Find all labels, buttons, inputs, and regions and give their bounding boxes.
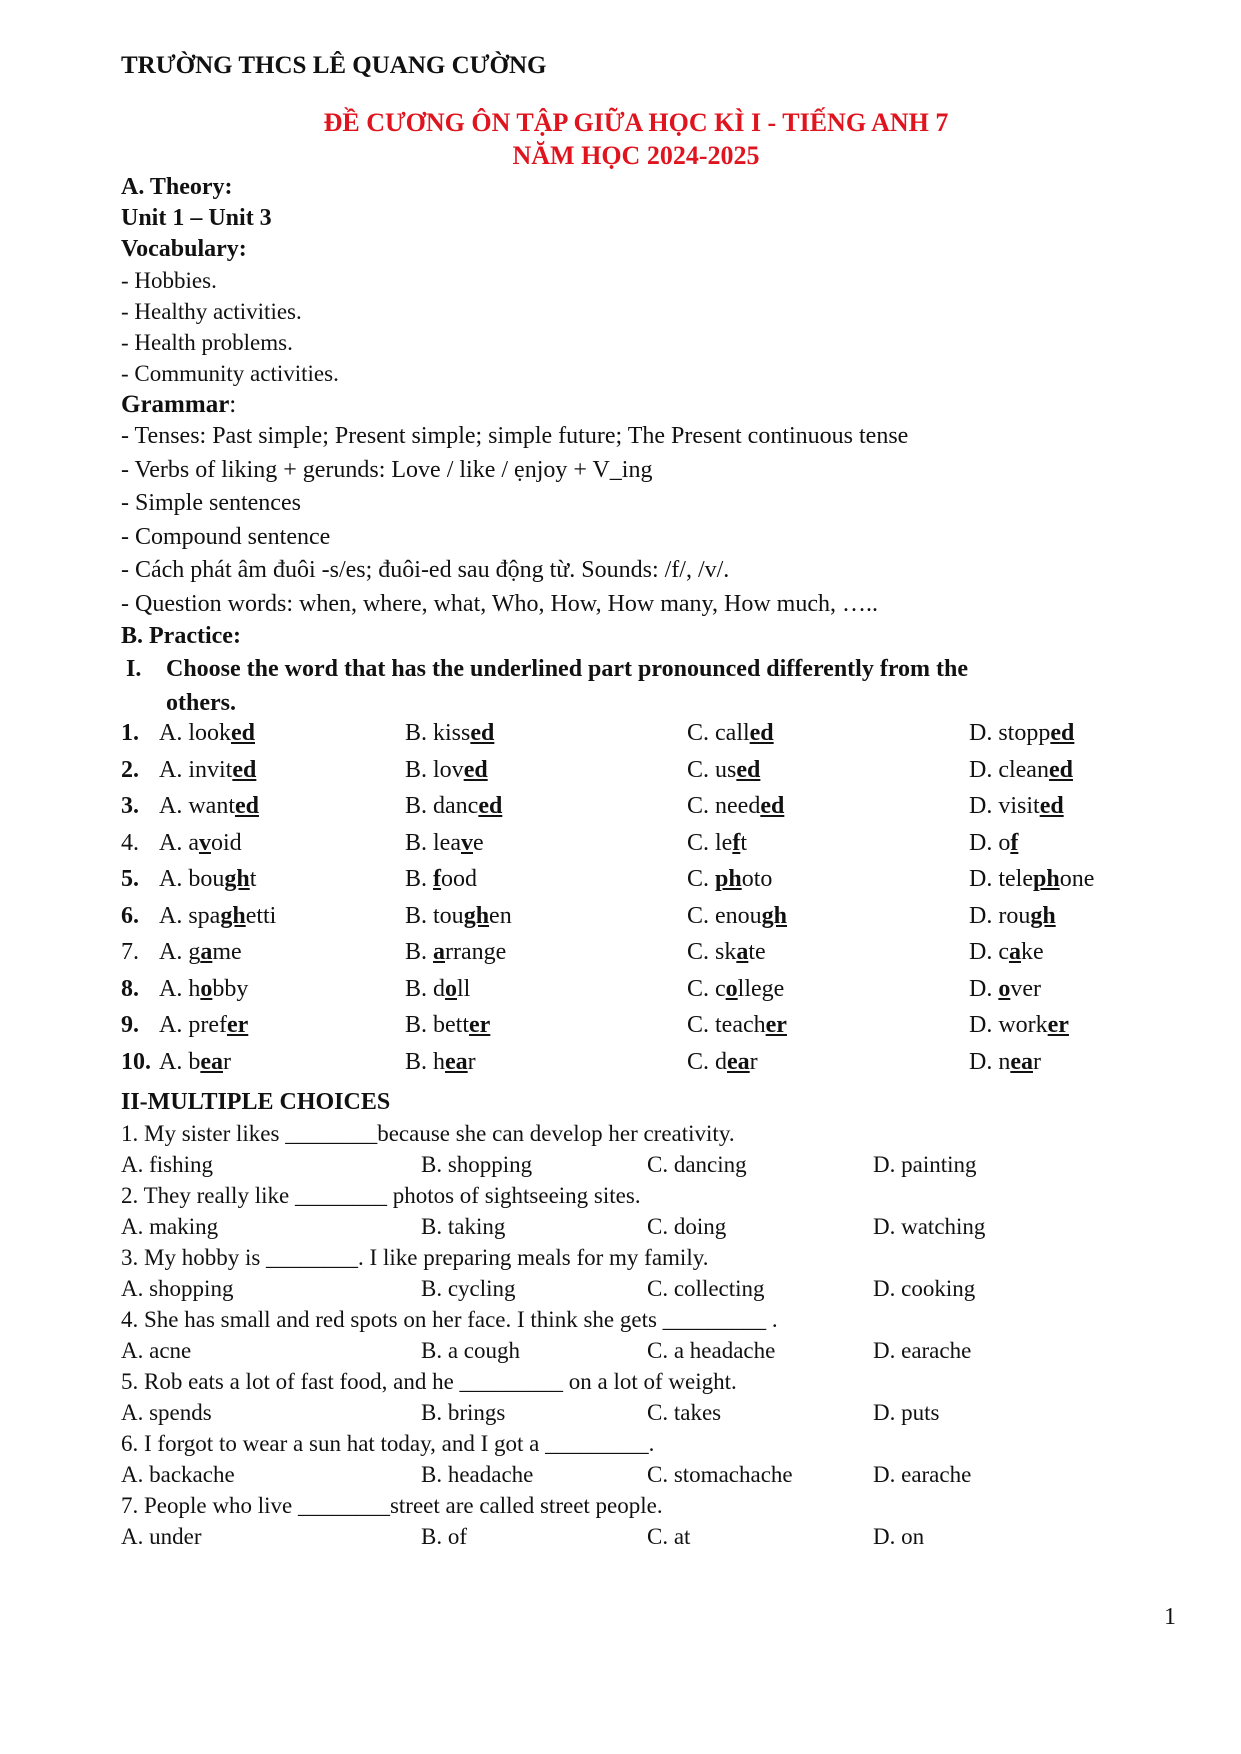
option-text: C. sk: [687, 939, 737, 965]
option-text-rest: me: [212, 939, 242, 965]
underlined-part: ed: [231, 720, 255, 746]
underlined-part: gh: [761, 902, 788, 929]
question-text: 6. I forgot to wear a sun hat today, and I got a _________.: [121, 1431, 655, 1456]
option: [405, 720, 687, 747]
answer-option: D. on: [873, 1524, 925, 1549]
practice-heading: B. Practice:: [121, 623, 241, 649]
document-page: [121, 52, 1151, 1552]
option: [159, 976, 405, 1003]
underlined-part: ed: [749, 720, 774, 746]
option-text: A. h: [159, 975, 201, 1002]
answer-option: C. at: [647, 1524, 691, 1549]
underlined-part: gh: [220, 902, 246, 929]
underlined-part: ea: [727, 1048, 750, 1075]
question-text: 4. She has small and red spots on her face. I think she gets _________ .: [121, 1307, 778, 1332]
option: [159, 720, 405, 747]
underlined-part: ed: [1039, 793, 1064, 819]
section1-text-line1: Choose the word that has the underlined part pronounced differently from the: [166, 656, 969, 682]
option: [969, 976, 1149, 1003]
answer-options: [121, 1521, 1151, 1552]
underlined-part: o: [998, 975, 1011, 1002]
option-text-rest: e: [472, 829, 484, 856]
underlined-part: ed: [478, 793, 503, 819]
document-title-line2: NĂM HỌC 2024-2025: [512, 141, 760, 170]
grammar-item: - Verbs of liking + gerunds: Love / like / ẹnjoy + V_ing: [121, 456, 653, 483]
answer-option: A. shopping: [121, 1276, 234, 1301]
grammar-heading-colon: :: [229, 391, 237, 418]
option: [159, 903, 405, 930]
underlined-part: ea: [200, 1048, 223, 1075]
answer-option: D. puts: [873, 1400, 940, 1425]
answer-option: D. watching: [873, 1214, 986, 1239]
underlined-part: a: [200, 939, 213, 965]
option: [405, 757, 687, 784]
option-text: C. need: [687, 793, 761, 819]
answer-options: [121, 1397, 1151, 1428]
pronunciation-item: [121, 830, 1151, 867]
section1-text: [166, 652, 968, 720]
underlined-part: ea: [445, 1048, 468, 1075]
answer-option: B. brings: [421, 1400, 506, 1425]
option: [405, 976, 687, 1003]
option: [687, 720, 969, 747]
option-text: C.: [687, 866, 716, 892]
option: [159, 793, 405, 820]
item-number: 9.: [121, 1012, 139, 1038]
underlined-part: ed: [463, 756, 488, 783]
answer-option: C. collecting: [647, 1276, 765, 1301]
option-text: D. clean: [969, 756, 1049, 783]
option: [405, 1049, 687, 1076]
underlined-part: v: [198, 829, 211, 856]
option-text: A. want: [159, 793, 235, 819]
answer-option: B. taking: [421, 1214, 506, 1239]
option-text: D. o: [969, 829, 1011, 856]
answer-option: A. making: [121, 1214, 219, 1239]
option: [405, 1012, 687, 1039]
option: [687, 866, 969, 893]
underlined-part: f: [433, 866, 442, 892]
vocab-item: - Healthy activities.: [121, 299, 302, 324]
underlined-part: ed: [232, 756, 257, 783]
option-text: D.: [969, 975, 999, 1002]
grammar-item: - Tenses: Past simple; Present simple; simple future; The Present continuous tense: [121, 423, 909, 449]
option-text: B. kiss: [405, 720, 471, 746]
option-text-rest: ll: [457, 975, 471, 1002]
option-text: C. le: [687, 829, 733, 856]
pronunciation-item: [121, 1012, 1151, 1049]
option-text-rest: r: [467, 1048, 476, 1075]
answer-option: C. stomachache: [647, 1462, 793, 1487]
section1-instruction: [126, 652, 1151, 720]
option: [687, 976, 969, 1003]
option-text: B.: [405, 866, 434, 892]
option-text: D. rou: [969, 902, 1031, 929]
answer-option: A. fishing: [121, 1152, 213, 1177]
option-text: D. n: [969, 1048, 1011, 1075]
vocabulary-list: [121, 265, 1151, 389]
question-text: 1. My sister likes ________because she can develop her creativity.: [121, 1121, 735, 1146]
item-number: 6.: [121, 902, 139, 929]
option: [969, 1049, 1149, 1076]
answer-option: B. headache: [421, 1462, 534, 1487]
grammar-heading-text: Grammar: [121, 391, 230, 418]
underlined-part: a: [1008, 939, 1021, 965]
option-text-rest: ood: [441, 866, 478, 892]
option-text: C. d: [687, 1048, 728, 1075]
option: [687, 830, 969, 857]
option-text: C. call: [687, 720, 750, 746]
answer-option: D. cooking: [873, 1276, 976, 1301]
option-text-rest: etti: [245, 902, 277, 929]
option: [405, 830, 687, 857]
item-number: 4.: [121, 829, 139, 856]
answer-options: [121, 1149, 1151, 1180]
pronunciation-item: [121, 757, 1151, 794]
option: [687, 793, 969, 820]
underlined-part: ed: [234, 793, 259, 819]
multiple-choice-list: [121, 1118, 1151, 1552]
option-text: B.: [405, 939, 434, 965]
item-number: 10.: [121, 1048, 151, 1075]
pronunciation-item: [121, 720, 1151, 757]
answer-option: A. acne: [121, 1338, 192, 1363]
answer-options: [121, 1273, 1151, 1304]
answer-option: B. cycling: [421, 1276, 516, 1301]
theory-heading: A. Theory:: [121, 174, 233, 200]
underlined-part: er: [765, 1012, 787, 1038]
underlined-part: o: [200, 975, 213, 1002]
answer-option: D. earache: [873, 1462, 972, 1487]
option-text-rest: r: [749, 1048, 758, 1075]
option: [687, 757, 969, 784]
option-text: C. us: [687, 756, 737, 783]
option-text: D. c: [969, 939, 1009, 965]
option-text-rest: bby: [212, 975, 249, 1002]
underlined-part: er: [1047, 1012, 1069, 1038]
pronunciation-item: [121, 976, 1151, 1013]
grammar-item: - Simple sentences: [121, 490, 301, 516]
underlined-part: ed: [760, 793, 785, 819]
units-heading: Unit 1 – Unit 3: [121, 205, 272, 231]
grammar-item: - Cách phát âm đuôi -s/es; đuôi-ed sau động từ. Sounds: /f/, /v/.: [121, 557, 730, 583]
option-text-rest: en: [489, 902, 512, 929]
option: [969, 830, 1149, 857]
answer-option: C. a headache: [647, 1338, 776, 1363]
answer-option: A. backache: [121, 1462, 235, 1487]
option: [159, 939, 405, 966]
option: [969, 1012, 1149, 1039]
answer-option: C. dancing: [647, 1152, 747, 1177]
option: [405, 939, 687, 966]
option-text-rest: rrange: [445, 939, 507, 965]
item-number: 1.: [121, 720, 139, 746]
option-text: C. enou: [687, 902, 762, 929]
option: [969, 757, 1149, 784]
option: [159, 866, 405, 893]
grammar-heading: [121, 389, 1151, 420]
underlined-part: f: [1010, 829, 1019, 856]
option-text-rest: oto: [741, 866, 773, 892]
answer-options: [121, 1335, 1151, 1366]
item-number: 2.: [121, 756, 139, 783]
option-text-rest: ver: [1010, 975, 1041, 1002]
option-text: A. bou: [159, 866, 225, 892]
option-text: B. tou: [405, 902, 464, 929]
option-text: B. lea: [405, 829, 461, 856]
option: [687, 903, 969, 930]
option-text: C. c: [687, 975, 726, 1002]
option: [969, 866, 1149, 893]
option: [969, 720, 1149, 747]
vocab-item: - Health problems.: [121, 330, 293, 355]
option-text: A. spa: [159, 902, 221, 929]
answer-option: B. a cough: [421, 1338, 521, 1363]
answer-option: D. painting: [873, 1152, 977, 1177]
pronunciation-item: [121, 1049, 1151, 1086]
underlined-part: a: [433, 939, 446, 965]
option-text-rest: r: [223, 1048, 231, 1075]
underlined-part: er: [469, 1012, 491, 1038]
vocab-item: - Hobbies.: [121, 268, 217, 293]
section2-heading: II-MULTIPLE CHOICES: [121, 1089, 391, 1115]
option-text: D. visit: [969, 793, 1040, 819]
answer-option: D. earache: [873, 1338, 972, 1363]
option: [969, 793, 1149, 820]
answer-option: A. spends: [121, 1400, 212, 1425]
question-text: 7. People who live ________street are called street people.: [121, 1493, 663, 1518]
option-text-rest: llege: [737, 975, 785, 1002]
underlined-part: v: [460, 829, 473, 856]
option-text: A. look: [159, 720, 231, 746]
underlined-part: ph: [715, 866, 742, 892]
option-text: D. tele: [969, 866, 1033, 892]
option: [687, 939, 969, 966]
answer-options: [121, 1459, 1151, 1490]
underlined-part: o: [725, 975, 738, 1002]
section1-text-line2: others.: [166, 690, 236, 716]
underlined-part: gh: [224, 866, 250, 892]
option-text: D. stopp: [969, 720, 1051, 746]
option-text-rest: te: [748, 939, 766, 965]
answer-option: C. takes: [647, 1400, 722, 1425]
underlined-part: ed: [736, 756, 761, 783]
school-name: TRƯỜNG THCS LÊ QUANG CƯỜNG: [121, 52, 547, 79]
underlined-part: ph: [1032, 866, 1060, 892]
option: [159, 757, 405, 784]
option-text-rest: t: [249, 866, 257, 892]
question-text: 3. My hobby is ________. I like preparing meals for my family.: [121, 1245, 709, 1270]
pronunciation-item: [121, 866, 1151, 903]
option-text-rest: oid: [210, 829, 242, 856]
answer-options: [121, 1211, 1151, 1242]
section1-number: I.: [126, 656, 142, 682]
option-text: A. a: [159, 829, 199, 856]
answer-option: C. doing: [647, 1214, 727, 1239]
option-text: A. invit: [159, 756, 233, 783]
option-text: A. pref: [159, 1012, 227, 1038]
option-text-rest: r: [1033, 1048, 1041, 1075]
option-text: C. teach: [687, 1012, 766, 1038]
underlined-part: f: [732, 829, 741, 856]
option: [159, 830, 405, 857]
option: [687, 1049, 969, 1076]
answer-option: B. of: [421, 1524, 467, 1549]
underlined-part: ea: [1010, 1048, 1033, 1075]
vocabulary-heading: Vocabulary:: [121, 236, 247, 262]
underlined-part: ed: [1048, 756, 1073, 783]
grammar-item: - Compound sentence: [121, 523, 331, 550]
option-text: A. g: [159, 939, 201, 965]
grammar-item: - Question words: when, where, what, Who, How, How many, How much, …..: [121, 590, 878, 617]
underlined-part: gh: [463, 902, 490, 929]
item-number: 5.: [121, 866, 139, 892]
pronunciation-item: [121, 903, 1151, 940]
underlined-part: a: [736, 939, 749, 965]
option-text: B. danc: [405, 793, 479, 819]
option-text: B. h: [405, 1048, 446, 1075]
page-number: 1: [1164, 1604, 1176, 1630]
pronunciation-list: [121, 720, 1151, 1085]
option-text: B. bett: [405, 1012, 469, 1038]
item-number: 7.: [121, 939, 139, 965]
answer-option: A. under: [121, 1524, 202, 1549]
underlined-part: o: [445, 975, 458, 1002]
item-number: 8.: [121, 975, 139, 1002]
document-title-line1: ĐỀ CƯƠNG ÔN TẬP GIỮA HỌC KÌ I - TIẾNG ANH 7: [323, 108, 949, 137]
option: [687, 1012, 969, 1039]
option-text: B. d: [405, 975, 446, 1002]
option: [159, 1049, 405, 1076]
pronunciation-item: [121, 793, 1151, 830]
underlined-part: er: [226, 1012, 249, 1038]
question-text: 2. They really like ________ photos of sightseeing sites.: [121, 1183, 641, 1208]
option: [405, 866, 687, 893]
item-number: 3.: [121, 793, 139, 819]
answer-option: B. shopping: [421, 1152, 533, 1177]
underlined-part: ed: [470, 720, 495, 746]
underlined-part: gh: [1030, 902, 1056, 929]
option: [405, 903, 687, 930]
option-text: D. work: [969, 1012, 1048, 1038]
option: [969, 903, 1149, 930]
pronunciation-item: [121, 939, 1151, 976]
option-text: B. lov: [405, 756, 464, 783]
option-text: A. b: [159, 1048, 201, 1075]
underlined-part: ed: [1050, 720, 1075, 746]
option: [405, 793, 687, 820]
grammar-list: [121, 420, 1151, 621]
option-text-rest: t: [740, 829, 747, 856]
option: [159, 1012, 405, 1039]
question-text: 5. Rob eats a lot of fast food, and he _________ on a lot of weight.: [121, 1369, 737, 1394]
option: [969, 939, 1149, 966]
option-text-rest: ke: [1020, 939, 1044, 965]
vocab-item: - Community activities.: [121, 361, 339, 386]
option-text-rest: one: [1059, 866, 1095, 892]
